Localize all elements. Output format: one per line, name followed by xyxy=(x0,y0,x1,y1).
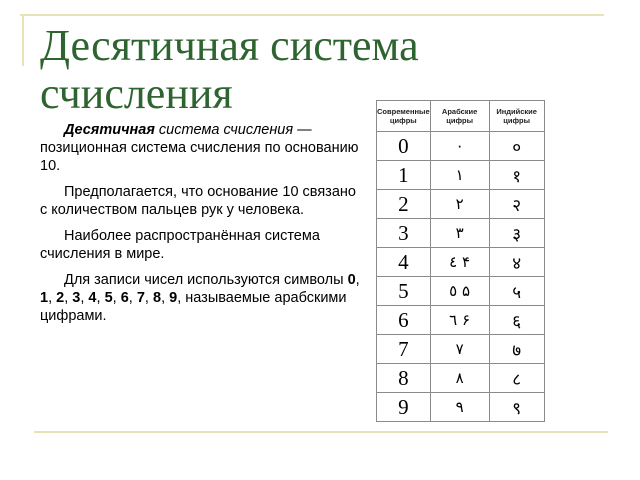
slide-body xyxy=(40,121,360,333)
header-modern: Современные цифры xyxy=(377,101,431,132)
table-row xyxy=(377,248,545,277)
table-row xyxy=(377,161,545,190)
term-highlight: Десятичная xyxy=(64,122,155,138)
cell-arabic: ٩ xyxy=(430,393,489,422)
paragraph-definition xyxy=(40,121,360,175)
paragraph-symbols: Для записи чисел используются символы 0, 1, 2, 3, 4, 5, 6, 7, 8, 9, называемые арабскими цифрами. xyxy=(40,272,360,324)
cell-indian: ८ xyxy=(489,364,544,393)
slide-title: Десятичная система счисления xyxy=(40,21,419,118)
table-row xyxy=(377,219,545,248)
digit-7: 7 xyxy=(136,290,145,306)
top-rule xyxy=(20,14,604,16)
digits-table xyxy=(376,100,545,422)
header-indian: Индийские цифры xyxy=(489,101,544,132)
digit-9: 9 xyxy=(169,290,178,306)
table-row xyxy=(377,393,545,422)
header-arabic: Арабские цифры xyxy=(430,101,489,132)
digit-0: 0 xyxy=(347,272,356,288)
left-rule xyxy=(22,14,24,66)
paragraph-popularity: Наиболее распространённая система счисления в мире. xyxy=(40,228,320,262)
digit-4: 4 xyxy=(88,290,97,306)
digit-1: 1 xyxy=(40,290,49,306)
cell-modern: 7 xyxy=(377,335,431,364)
cell-modern: 0 xyxy=(377,132,431,161)
symbols-text-after: , называемые арабскими цифрами. xyxy=(40,290,347,324)
digit-6: 6 xyxy=(120,290,129,306)
cell-indian: ५ xyxy=(489,277,544,306)
cell-indian: ४ xyxy=(489,248,544,277)
definition-text: — позиционная система счисления по основанию 10. xyxy=(40,122,359,174)
digit-3: 3 xyxy=(72,290,81,306)
table-row xyxy=(377,364,545,393)
cell-indian: ३ xyxy=(489,219,544,248)
cell-modern: 1 xyxy=(377,161,431,190)
cell-modern: 9 xyxy=(377,393,431,422)
cell-arabic: ٤ ۴ xyxy=(430,248,489,277)
cell-arabic: ٣ xyxy=(430,219,489,248)
digit-8: 8 xyxy=(152,290,162,306)
digit-5: 5 xyxy=(104,290,113,306)
table-row xyxy=(377,190,545,219)
cell-arabic: ٠ xyxy=(430,132,489,161)
cell-indian: ९ xyxy=(489,393,544,422)
cell-modern: 3 xyxy=(377,219,431,248)
cell-indian: ६ xyxy=(489,306,544,335)
cell-modern: 5 xyxy=(377,277,431,306)
digit-2: 2 xyxy=(56,290,65,306)
term-rest: система счисления xyxy=(154,122,294,138)
table-row xyxy=(377,306,545,335)
table-header-row xyxy=(377,101,545,132)
cell-arabic: ٢ xyxy=(430,190,489,219)
table-row xyxy=(377,132,545,161)
bottom-rule xyxy=(34,431,608,433)
cell-arabic: ١ xyxy=(430,161,489,190)
cell-modern: 8 xyxy=(377,364,431,393)
paragraph-fingers: Предполагается, что основание 10 связано с количеством пальцев рук у человека. xyxy=(40,184,356,218)
cell-arabic: ٥ ۵ xyxy=(430,277,489,306)
table-row xyxy=(377,277,545,306)
cell-indian: १ xyxy=(489,161,544,190)
cell-indian: ० xyxy=(489,132,544,161)
symbols-text-before: Для записи чисел используются символы xyxy=(64,272,348,288)
table-row xyxy=(377,335,545,364)
cell-arabic: ٦ ۶ xyxy=(430,306,489,335)
cell-arabic: ٧ xyxy=(430,335,489,364)
cell-arabic: ٨ xyxy=(430,364,489,393)
cell-modern: 2 xyxy=(377,190,431,219)
cell-indian: २ xyxy=(489,190,544,219)
cell-modern: 4 xyxy=(377,248,431,277)
cell-modern: 6 xyxy=(377,306,431,335)
cell-indian: ७ xyxy=(489,335,544,364)
